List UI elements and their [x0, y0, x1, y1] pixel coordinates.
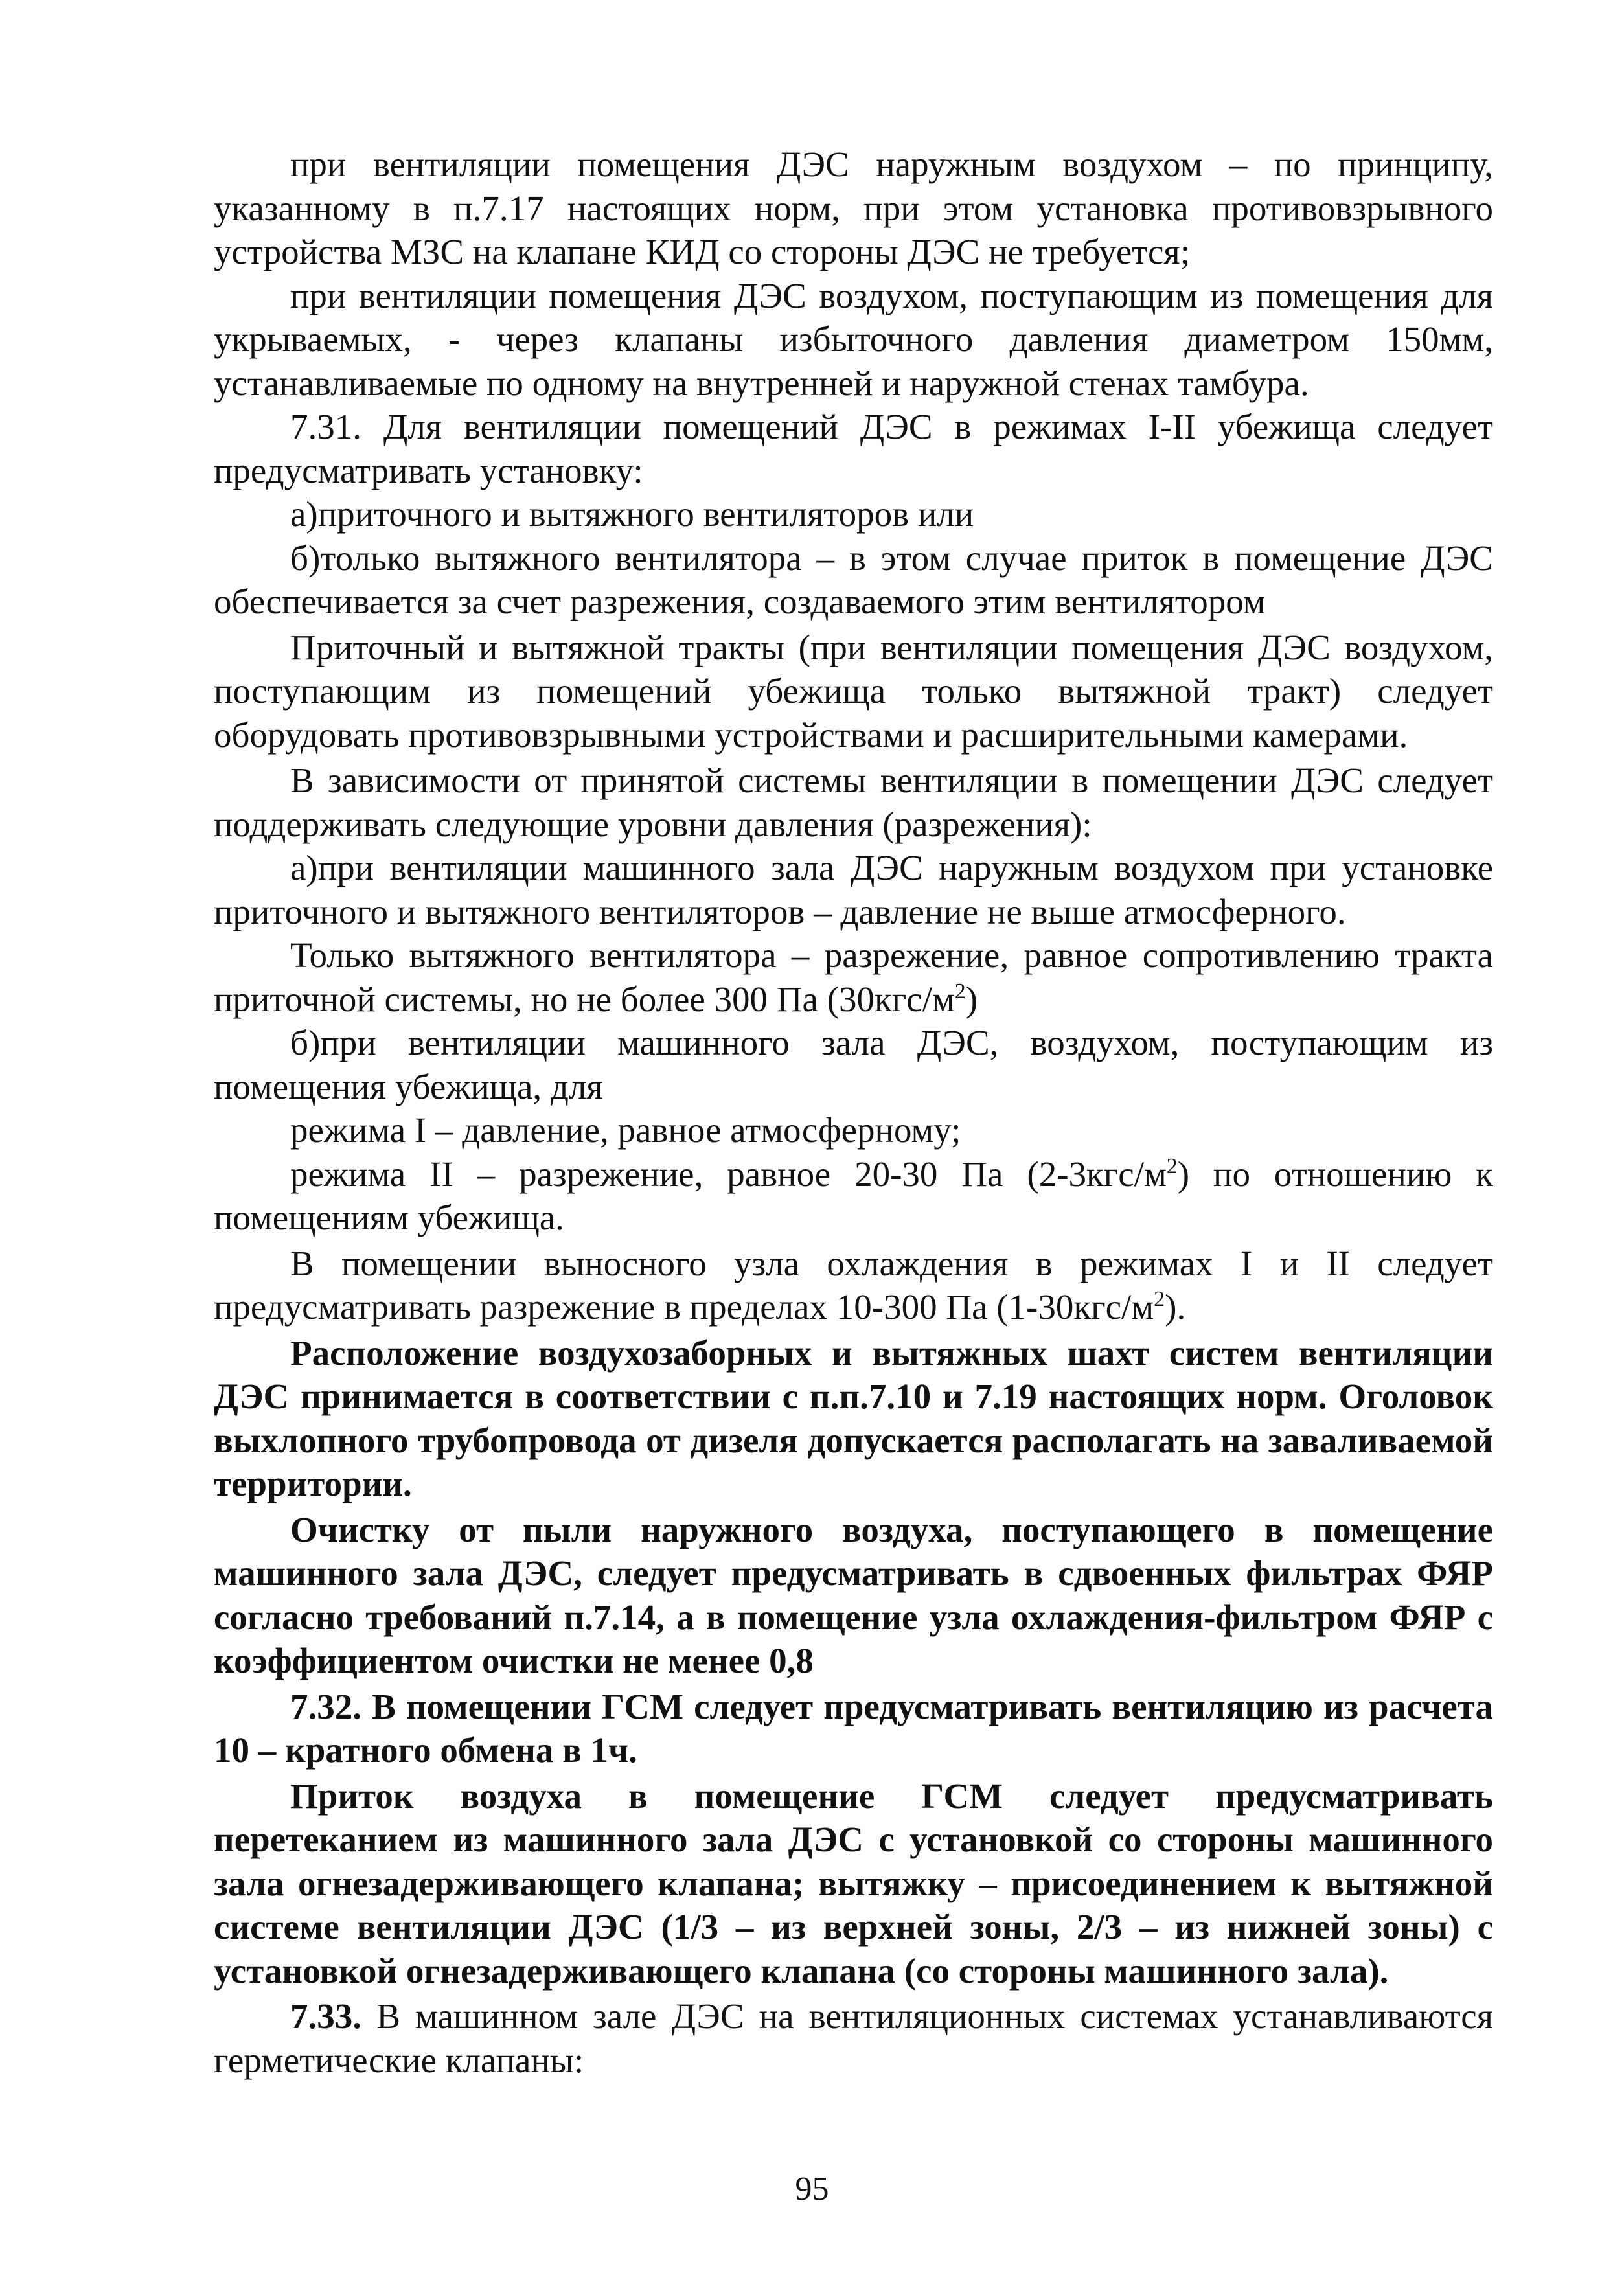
list-item-a-outdoor: [214, 846, 1493, 933]
paragraph-text: В машинном зале ДЭС на вентиляционных системах устанавливаются герметические клапаны:: [214, 1996, 1493, 2080]
list-item-b-shelter: [214, 1021, 1493, 1108]
paragraph-text: Очистку от пыли наружного воздуха, поступающего в помещение машинного зала ДЭС, следует предусматривать в сдвоенных фильтрах ФЯР согласно требований п.7.14, а в помещение узла охлаждения-фильтром ФЯР с коэффициентом очистки не менее 0,8: [214, 1509, 1493, 1680]
clause-7-31: [214, 405, 1493, 492]
paragraph-text: режима I – давление, равное атмосферному;: [290, 1110, 961, 1150]
paragraph-text: а)приточного и вытяжного вентиляторов или: [290, 494, 974, 534]
paragraph-text-post: ).: [1165, 1287, 1186, 1327]
paragraph-shafts: [214, 1331, 1493, 1506]
paragraph-text: Приток воздуха в помещение ГСМ следует предусматривать перетеканием из машинного зала ДЭС с установкой со стороны машинного зала огнезадерживающего клапана; вытяжку – присоединением к вытяжной системе вентиляции ДЭС (1/3 – из верхней зоны, 2/3 – из нижней зоны) с установкой огнезадерживающего клапана (со стороны машинного зала).: [214, 1776, 1493, 1991]
paragraph-text: б)только вытяжного вентилятора – в этом случае приток в помещение ДЭС обеспечивается за счет разрежения, создаваемого этим вентилятором: [214, 538, 1493, 621]
paragraph-dust-filtering: [214, 1508, 1493, 1683]
clause-number: 7.31.: [290, 407, 361, 446]
superscript: 2: [1166, 1154, 1178, 1178]
page-number: 95: [795, 2171, 829, 2208]
list-item-b: [214, 536, 1493, 624]
paragraph-text: при вентиляции помещения ДЭС наружным воздухом – по принципу, указанному в п.7.17 настоящих норм, при этом установка противовзрывного устройства МЗС на клапане КИД со стороны ДЭС не требуется;: [214, 144, 1493, 271]
paragraph-text-pre: Только вытяжного вентилятора – разрежение, равное сопротивлению тракта приточной системы, но не более 300 Па (30кгс/м: [214, 935, 1493, 1019]
paragraph-text-pre: В помещении выносного узла охлаждения в режимах I и II следует предусматривать разрежение в пределах 10-300 Па (1-30кгс/м: [214, 1243, 1493, 1327]
paragraph-supply-exhaust-tracts: [214, 626, 1493, 757]
paragraph-text: В помещении ГСМ следует предусматривать вентиляцию из расчета 10 – кратного обмена в 1ч.: [214, 1686, 1493, 1770]
paragraph-text: б)при вентиляции машинного зала ДЭС, воздухом, поступающим из помещения убежища, для: [214, 1023, 1493, 1106]
paragraph-gsm-supply: [214, 1774, 1493, 1993]
paragraph-mode-1: [214, 1108, 1493, 1152]
paragraph-text: Расположение воздухозаборных и вытяжных шахт систем вентиляции ДЭС принимается в соответствии с п.п.7.10 и 7.19 настоящих норм. Оголовок выхлопного трубопровода от дизеля допускается располагать на заваливаемой территории.: [214, 1332, 1493, 1503]
clause-number: 7.33.: [290, 1996, 361, 2036]
paragraph-text: а)при вентиляции машинного зала ДЭС наружным воздухом при установке приточного и вытяжного вентиляторов – давление не выше атмосферного.: [214, 848, 1493, 931]
paragraph-mode-2: [214, 1152, 1493, 1240]
paragraph-text: Приточный и вытяжной тракты (при вентиляции помещения ДЭС воздухом, поступающим из помещений убежища только вытяжной тракт) следует оборудовать противовзрывными устройствами и расширительными камерами.: [214, 627, 1493, 755]
superscript: 2: [954, 979, 966, 1003]
paragraph-text: В зависимости от принятой системы вентиляции в помещении ДЭС следует поддерживать следующие уровни давления (разрежения):: [214, 760, 1493, 844]
paragraph-exhaust-only: [214, 933, 1493, 1021]
paragraph-text: Для вентиляции помещений ДЭС в режимах I-II убежища следует предусматривать установку:: [214, 407, 1494, 490]
document-body: [214, 143, 1493, 2082]
clause-7-33: [214, 1994, 1493, 2082]
paragraph-cooling-unit: [214, 1242, 1493, 1329]
clause-7-32: [214, 1685, 1493, 1772]
paragraph-ventilation-shelter-air: [214, 274, 1493, 405]
clause-number: 7.32.: [290, 1686, 361, 1726]
paragraph-text-post: ): [965, 979, 978, 1019]
paragraph-ventilation-outdoor: [214, 143, 1493, 274]
superscript: 2: [1154, 1287, 1165, 1311]
list-item-a: [214, 492, 1493, 536]
paragraph-text: при вентиляции помещения ДЭС воздухом, поступающим из помещения для укрываемых, - через клапаны избыточного давления диаметром 150мм, устанавливаемые по одному на внутренней и наружной стенах тамбура.: [214, 275, 1493, 403]
paragraph-text-pre: режима II – разрежение, равное 20-30 Па (2-3кгс/м: [290, 1154, 1167, 1194]
paragraph-text-post: ) по отношению к помещениям убежища.: [214, 1154, 1493, 1237]
paragraph-pressure-levels: [214, 759, 1493, 846]
